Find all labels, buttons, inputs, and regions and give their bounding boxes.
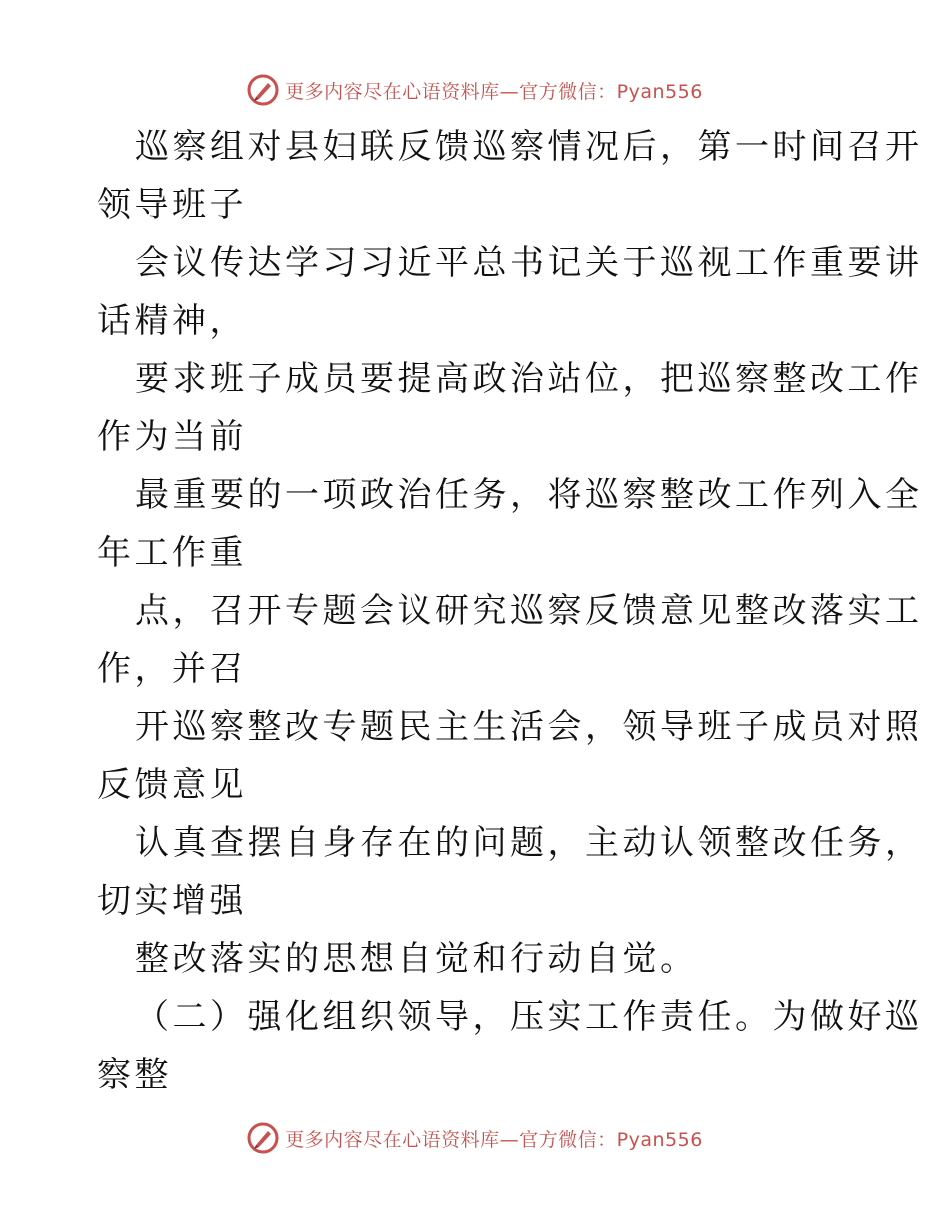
text-line: 开巡察整改专题民主生活会，领导班子成员对照	[135, 707, 923, 747]
pen-logo-icon	[247, 74, 279, 106]
text-line: 要求班子成员要提高政治站位，把巡察整改工作	[135, 359, 923, 399]
text-line: 年工作重	[97, 533, 247, 573]
text-line: 作，并召	[97, 649, 247, 689]
pen-logo-icon	[247, 1122, 279, 1154]
header-watermark	[0, 70, 950, 110]
text-line: 巡察组对县妇联反馈巡察情况后，第一时间召开	[135, 127, 923, 167]
text-line: 领导班子	[97, 185, 247, 225]
text-line: 反馈意见	[97, 765, 247, 805]
text-line: （二）强化组织领导，压实工作责任。为做好巡	[135, 997, 923, 1037]
text-line: 整改落实的思想自觉和行动自觉。	[135, 939, 698, 979]
watermark-text: 更多内容尽在心语资料库—官方微信：Pyan556	[285, 1128, 703, 1151]
text-line: 察整	[97, 1055, 172, 1095]
watermark-text: 更多内容尽在心语资料库—官方微信：Pyan556	[285, 80, 703, 103]
text-line: 切实增强	[97, 881, 247, 921]
text-line: 话精神，	[97, 301, 247, 341]
text-line: 最重要的一项政治任务，将巡察整改工作列入全	[135, 475, 923, 515]
text-line: 作为当前	[97, 417, 247, 457]
text-line: 认真查摆自身存在的问题，主动认领整改任务，	[135, 823, 923, 863]
text-line: 会议传达学习习近平总书记关于巡视工作重要讲	[135, 243, 923, 283]
text-line: 点，召开专题会议研究巡察反馈意见整改落实工	[135, 591, 923, 631]
footer-watermark	[0, 1118, 950, 1158]
